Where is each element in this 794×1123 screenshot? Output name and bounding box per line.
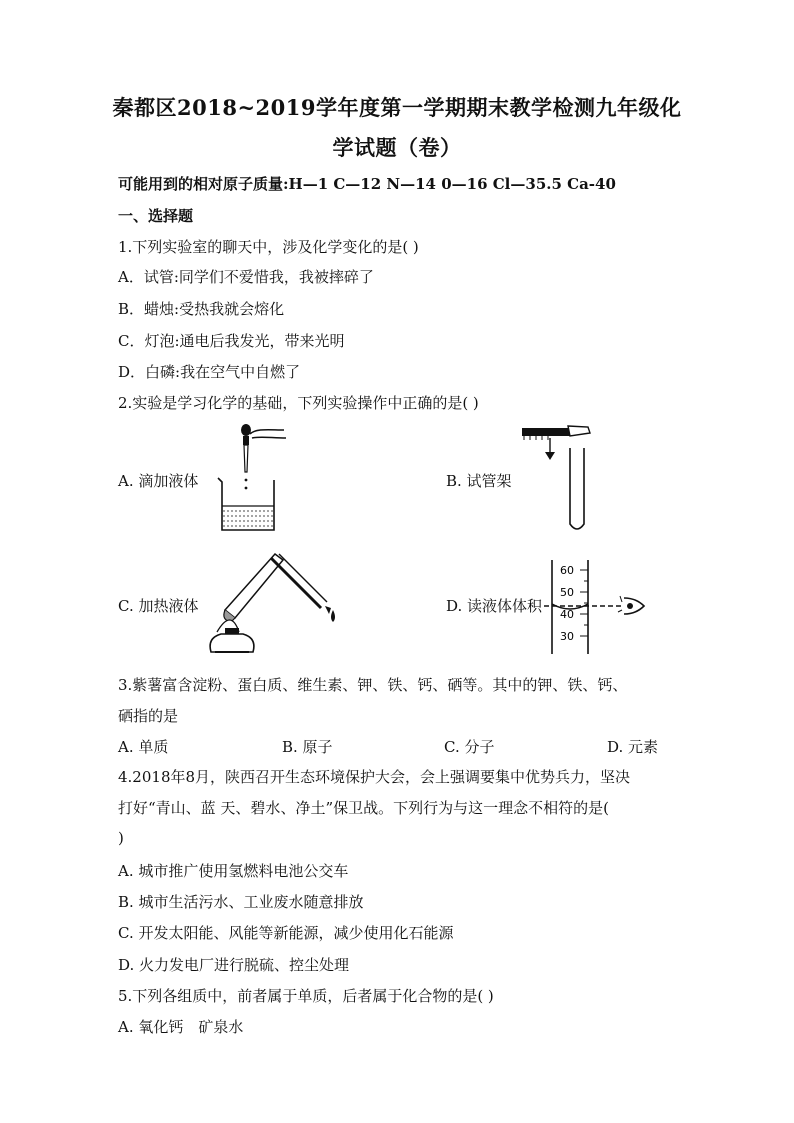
q4-option-d: D. 火力发电厂进行脱硫、控尘处理 [118,956,350,974]
test-tube-holder-figure [518,424,598,536]
q1-option-c: C．灯泡:通电后我发光，带来光明 [118,332,345,350]
q2-option-b-label: B. 试管架 [446,472,512,490]
q3-option-d: D. 元素 [607,738,659,756]
exam-title-line1: 秦都区2018~2019学年度第一学期期末教学检测九年级化 [112,95,682,120]
q2-option-d-label: D. 读液体体积 [446,597,543,615]
q1-option-d: D．白磷:我在空气中自燃了 [118,363,301,381]
cylinder-tick-40: 40 [560,608,574,621]
q3-stem-line2: 硒指的是 [118,707,179,725]
q4-stem-line2: 打好“青山、蓝 天、碧水、净土”保卫战。下列行为与这一理念不相符的是( [118,799,609,817]
atomic-mass-note: 可能用到的相对原子质量:H—1 C—12 N—14 0—16 Cl—35.5 Ca-40 [118,175,616,193]
exam-title-line2: 学试题（卷） [332,135,462,160]
q4-option-a: A. 城市推广使用氢燃料电池公交车 [118,862,349,880]
heating-liquid-figure [203,548,343,660]
q3-option-c: C. 分子 [444,738,495,756]
q1-option-a: A．试管:同学们不爱惜我，我被摔碎了 [118,268,374,286]
q2-option-a-label: A. 滴加液体 [118,472,199,490]
dropper-beaker-figure [212,420,292,535]
q3-stem-line1: 3.紫薯富含淀粉、蛋白质、维生素、钾、铁、钙、硒等。其中的钾、铁、钙、 [118,676,628,694]
cylinder-tick-60: 60 [560,564,574,577]
q4-stem-line1: 4.2018年8月，陕西召开生态环境保护大会，会上强调要集中优势兵力，坚决 [118,768,631,786]
section-heading: 一、选择题 [118,207,194,225]
graduated-cylinder-figure [552,558,652,658]
q3-option-a: A. 单质 [118,738,169,756]
q5-option-a: A. 氧化钙 矿泉水 [118,1018,244,1036]
q2-option-c-label: C. 加热液体 [118,597,199,615]
q2-stem: 2.实验是学习化学的基础，下列实验操作中正确的是( ) [118,394,479,412]
q4-option-c: C. 开发太阳能、风能等新能源，减少使用化石能源 [118,924,454,942]
q4-option-b: B. 城市生活污水、工业废水随意排放 [118,893,364,911]
q1-option-b: B．蜡烛:受热我就会熔化 [118,300,285,318]
q5-stem: 5.下列各组质中，前者属于单质，后者属于化合物的是( ) [118,987,494,1005]
cylinder-tick-30: 30 [560,630,574,643]
q4-stem-line3: ) [118,829,124,847]
cylinder-tick-50: 50 [560,586,574,599]
q1-stem: 1.下列实验室的聊天中，涉及化学变化的是( ) [118,238,419,256]
q3-option-b: B. 原子 [282,738,333,756]
